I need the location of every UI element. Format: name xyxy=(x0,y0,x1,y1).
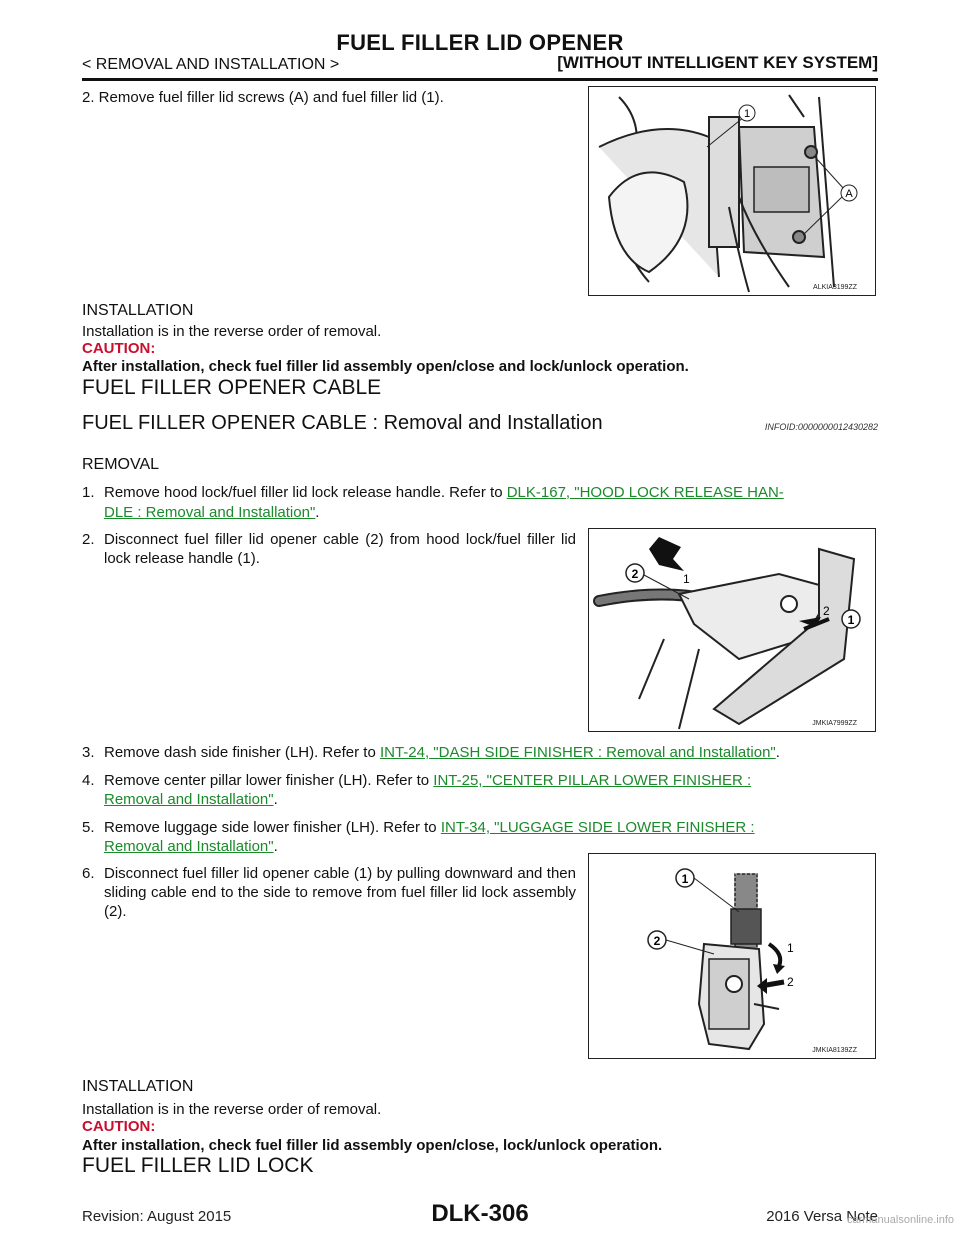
step-4-cont xyxy=(104,790,278,809)
callout-1: 1 xyxy=(743,108,751,120)
header-rule xyxy=(82,78,878,81)
step-6 xyxy=(82,864,576,921)
callout-a: A xyxy=(845,188,853,200)
step-6-number: 6. xyxy=(82,865,95,882)
figure-lid-screws xyxy=(588,86,876,296)
page-number: DLK-306 xyxy=(431,1200,529,1227)
step-1-cont xyxy=(104,503,319,522)
link-int-25-cont[interactable]: Removal and Installation" xyxy=(104,791,274,808)
arrow-label-2: 2 xyxy=(823,604,830,618)
step-2-number: 2. xyxy=(82,531,95,548)
link-int-34-cont[interactable]: Removal and Installation" xyxy=(104,838,274,855)
step-3-text: Remove dash side finisher (LH). Refer to xyxy=(104,744,380,761)
callout-1: 1 xyxy=(847,613,855,627)
arrow-label-2: 2 xyxy=(787,975,794,989)
link-dlk-167[interactable]: DLK-167, "HOOD LOCK RELEASE HAN- xyxy=(506,484,784,501)
step-1-text: Remove hood lock/fuel filler lid lock release handle. Refer to xyxy=(104,484,507,501)
step-remove-lid: 2. Remove fuel filler lid screws (A) and fuel filler lid (1). xyxy=(82,89,444,106)
step-6-text: Disconnect fuel filler lid opener cable (1) by pulling downward and then sliding cable end to the side to remove from fuel filler lid lock assembly (2). xyxy=(104,865,576,920)
step-5 xyxy=(82,818,878,837)
step-4 xyxy=(82,771,878,790)
callout-2: 2 xyxy=(653,934,661,948)
caution-label-2: CAUTION: xyxy=(82,1118,156,1135)
caution-text: After installation, check fuel filler lid assembly open/close and lock/unlock operation. xyxy=(82,358,689,375)
step-5-cont xyxy=(104,837,278,856)
figure-code: JMKIA7999ZZ xyxy=(812,720,857,727)
model-label: 2016 Versa Note xyxy=(766,1208,878,1225)
step-2-text: Disconnect fuel filler lid opener cable (2) from hood lock/fuel filler lid lock release handle (1). xyxy=(104,531,576,567)
cable-heading: FUEL FILLER OPENER CABLE xyxy=(82,376,382,399)
removal-heading: REMOVAL xyxy=(82,456,160,473)
step-3-number: 3. xyxy=(82,744,95,761)
step-5-end: . xyxy=(273,838,278,855)
info-id: INFOID:0000000012430282 xyxy=(764,422,878,432)
page-title: FUEL FILLER LID OPENER xyxy=(336,30,624,55)
variant-label: [WITHOUT INTELLIGENT KEY SYSTEM] xyxy=(557,53,878,72)
figure-code: JMKIA8139ZZ xyxy=(812,1047,857,1054)
callout-1: 1 xyxy=(681,872,689,886)
link-int-34[interactable]: INT-34, "LUGGAGE SIDE LOWER FINISHER : xyxy=(440,819,755,836)
step-4-end: . xyxy=(273,791,278,808)
step-1-end: . xyxy=(315,504,320,521)
step-4-number: 4. xyxy=(82,772,95,789)
callout-2: 2 xyxy=(631,567,639,581)
step-1 xyxy=(82,483,878,502)
lid-screws-illustration xyxy=(589,87,875,295)
arrow-label-1: 1 xyxy=(683,572,690,586)
step-5-text: Remove luggage side lower finisher (LH). Refer to xyxy=(104,819,441,836)
step-3 xyxy=(82,743,878,762)
watermark: carmanualsonline.info xyxy=(846,1214,954,1226)
lid-lock-illustration xyxy=(589,854,875,1058)
step-3-end: . xyxy=(775,744,780,761)
caution-label: CAUTION: xyxy=(82,340,156,357)
revision-date: Revision: August 2015 xyxy=(82,1208,232,1225)
step-1-number: 1. xyxy=(82,484,95,501)
figure-code: ALKIA3199ZZ xyxy=(813,284,857,291)
release-handle-illustration xyxy=(589,529,875,731)
figure-release-handle xyxy=(588,528,876,732)
lid-lock-heading: FUEL FILLER LID LOCK xyxy=(82,1154,314,1177)
step-2 xyxy=(82,530,576,568)
installation-text: Installation is in the reverse order of removal. xyxy=(82,323,382,340)
link-int-25[interactable]: INT-25, "CENTER PILLAR LOWER FINISHER : xyxy=(433,772,752,789)
step-5-number: 5. xyxy=(82,819,95,836)
installation-heading-2: INSTALLATION xyxy=(82,1078,194,1095)
installation-text-2: Installation is in the reverse order of removal. xyxy=(82,1101,382,1118)
arrow-label-1: 1 xyxy=(787,941,794,955)
caution-text-2: After installation, check fuel filler lid assembly open/close, lock/unlock operation. xyxy=(82,1137,663,1154)
section-label: < REMOVAL AND INSTALLATION > xyxy=(82,56,340,73)
cable-subheading: FUEL FILLER OPENER CABLE : Removal and Installation xyxy=(82,412,603,434)
installation-heading: INSTALLATION xyxy=(82,302,194,319)
link-dlk-167-cont[interactable]: DLE : Removal and Installation" xyxy=(104,504,316,521)
figure-lid-lock-assembly xyxy=(588,853,876,1059)
link-int-24[interactable]: INT-24, "DASH SIDE FINISHER : Removal and Installation" xyxy=(379,744,776,761)
step-4-text: Remove center pillar lower finisher (LH). Refer to xyxy=(104,772,434,789)
